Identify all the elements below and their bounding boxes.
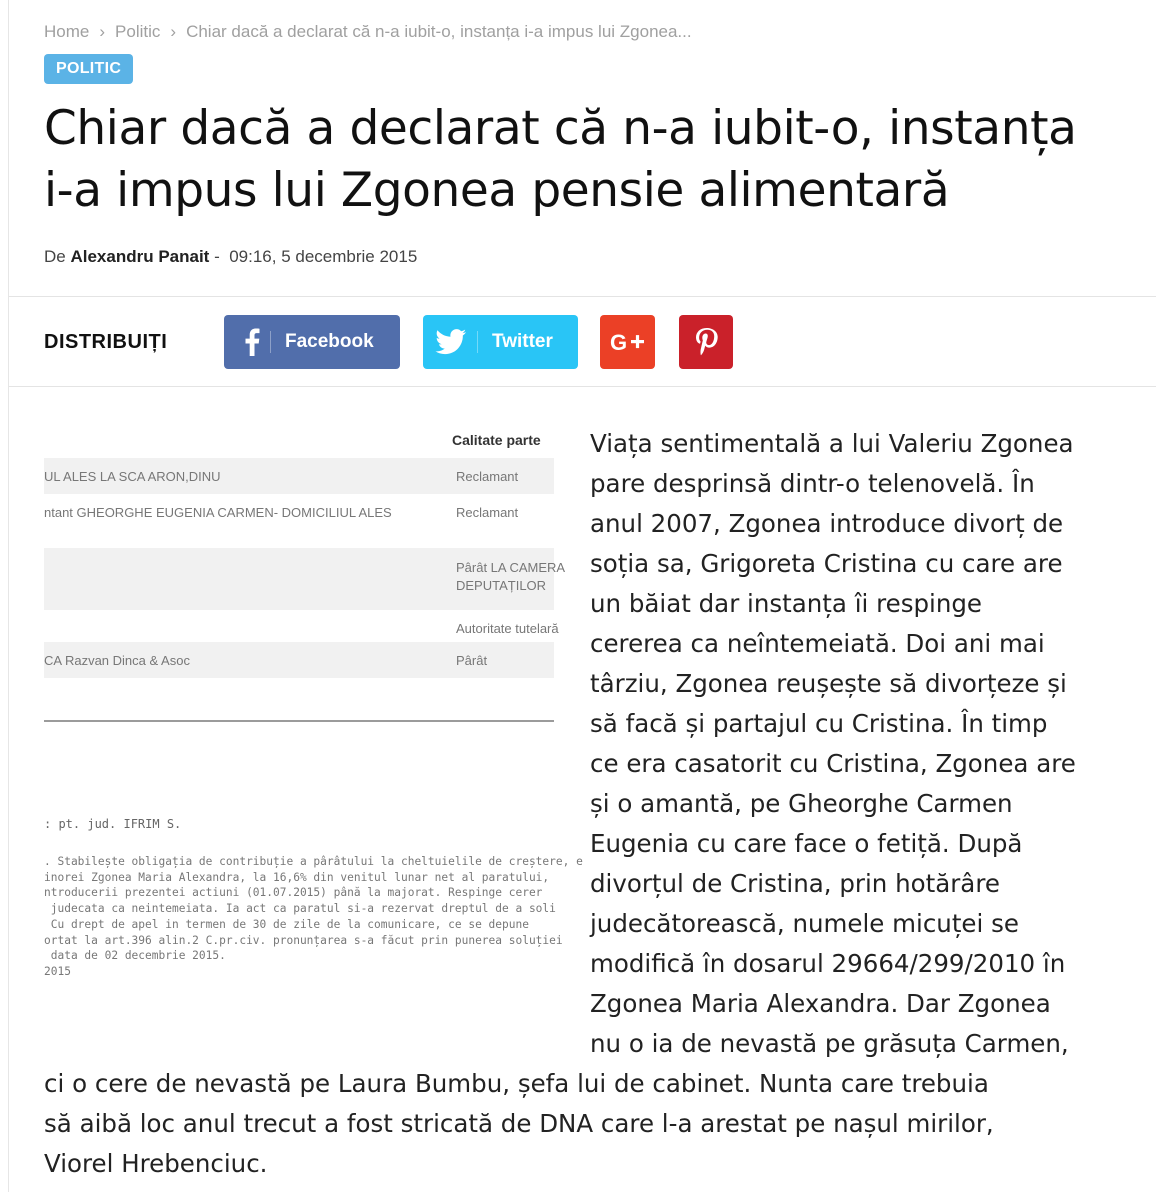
article-title-line-1: Chiar dacă a declarat că n-a iubit-o, instanța bbox=[44, 101, 1077, 156]
body-line: divorțul de Cristina, prin hotărâre bbox=[590, 869, 1000, 898]
body-line: soția sa, Grigoreta Cristina cu care are bbox=[590, 549, 1063, 578]
article-title bbox=[44, 98, 1134, 222]
body-line: judecătorească, numele micuței se bbox=[590, 909, 1019, 938]
doc-role: Autoritate tutelară bbox=[456, 621, 559, 636]
byline bbox=[44, 247, 417, 267]
breadcrumb bbox=[44, 22, 692, 42]
doc-paragraph bbox=[44, 854, 583, 980]
body-line: ce era casatorit cu Cristina, Zgonea are bbox=[590, 749, 1076, 778]
breadcrumb-category[interactable]: Politic bbox=[115, 22, 161, 41]
doc-role: Reclamant bbox=[456, 505, 519, 520]
doc-row bbox=[44, 548, 566, 610]
byline-prefix: De bbox=[44, 247, 66, 266]
body-line: modifică în dosarul 29664/299/2010 în bbox=[590, 949, 1066, 978]
body-line: cererea ca neîntemeiată. Doi ani mai bbox=[590, 629, 1045, 658]
body-line: ci o cere de nevastă pe Laura Bumbu, șefa lui de cabinet. Nunta care trebuia bbox=[44, 1069, 989, 1098]
button-divider bbox=[477, 331, 478, 353]
body-line: Zgonea Maria Alexandra. Dar Zgonea bbox=[590, 989, 1051, 1018]
doc-paragraph-line: inorei Zgonea Maria Alexandra, la 16,6% din venitul lunar net al paratului, bbox=[44, 870, 550, 884]
breadcrumb-separator: › bbox=[170, 22, 177, 41]
twitter-share-button[interactable] bbox=[423, 315, 578, 369]
divider bbox=[9, 296, 1156, 297]
body-line: și o amantă, pe Gheorghe Carmen bbox=[590, 789, 1013, 818]
body-line: să aibă loc anul trecut a fost stricată de DNA care l-a arestat pe nașul mirilor, bbox=[44, 1109, 994, 1138]
category-badge[interactable]: POLITIC bbox=[44, 54, 133, 84]
svg-text:G: G bbox=[609, 330, 627, 355]
article-title-line-2: i-a impus lui Zgonea pensie alimentară bbox=[44, 163, 950, 218]
facebook-share-button[interactable] bbox=[224, 315, 400, 369]
button-divider bbox=[270, 331, 271, 353]
body-line: anul 2007, Zgonea introduce divorț de bbox=[590, 509, 1064, 538]
doc-rule bbox=[44, 720, 554, 722]
facebook-icon bbox=[244, 328, 260, 356]
breadcrumb-separator: › bbox=[99, 22, 106, 41]
body-line: Viorel Hrebenciuc. bbox=[44, 1149, 268, 1178]
share-label: DISTRIBUIȚI bbox=[44, 331, 168, 353]
body-line: Viața sentimentală a lui Valeriu Zgonea bbox=[590, 429, 1074, 458]
twitter-share-label: Twitter bbox=[492, 331, 553, 352]
byline-separator: - bbox=[214, 247, 220, 266]
author-link[interactable]: Alexandru Panait bbox=[70, 247, 210, 266]
divider bbox=[9, 386, 1156, 387]
twitter-icon bbox=[435, 329, 467, 355]
google-plus-share-button[interactable] bbox=[600, 315, 655, 369]
doc-party: ntant GHEORGHE EUGENIA CARMEN- DOMICILIUL ALES bbox=[44, 505, 392, 520]
pinterest-icon bbox=[694, 327, 718, 357]
article-body-wrapped bbox=[590, 424, 1142, 1064]
publish-date: 09:16, 5 decembrie 2015 bbox=[229, 247, 418, 266]
doc-paragraph-line: judecata ca neintemeiata. Ia act ca paratul si-a rezervat dreptul de a soli bbox=[44, 902, 556, 916]
body-line: nu o ia de nevastă pe grăsuța Carmen, bbox=[590, 1029, 1069, 1058]
body-line: un băiat dar instanța îi respinge bbox=[590, 589, 982, 618]
doc-role: Pârât bbox=[456, 653, 488, 668]
doc-signature-line: : pt. jud. IFRIM S. bbox=[44, 817, 182, 831]
body-line: pare desprinsă dintr-o telenovelă. În bbox=[590, 469, 1035, 498]
google-plus-icon bbox=[610, 331, 646, 353]
doc-column-header: Calitate parte bbox=[452, 432, 541, 448]
facebook-share-label: Facebook bbox=[285, 331, 374, 352]
doc-party: UL ALES LA SCA ARON,DINU bbox=[44, 469, 221, 484]
doc-row bbox=[44, 494, 554, 530]
doc-paragraph-line: data de 02 decembrie 2015. bbox=[44, 949, 226, 963]
doc-paragraph-line: ntroducerii prezentei actiuni (01.07.2015) până la majorat. Respinge cerer bbox=[44, 886, 543, 900]
article-body-full bbox=[44, 1064, 1134, 1184]
doc-paragraph-line: . Stabilește obligația de contribuție a pârâtului la cheltuielile de creștere, e bbox=[44, 855, 583, 868]
body-line: să facă și partajul cu Cristina. În timp bbox=[590, 709, 1048, 738]
pinterest-share-button[interactable] bbox=[679, 315, 733, 369]
doc-paragraph-line: ortat la art.396 alin.2 C.pr.civ. pronunțarea s-a făcut prin punerea soluției bbox=[44, 933, 563, 947]
court-document-image bbox=[44, 414, 583, 1028]
doc-role-continued: DEPUTAȚILOR bbox=[456, 578, 547, 593]
doc-row bbox=[44, 642, 554, 678]
doc-row bbox=[44, 458, 554, 494]
doc-paragraph-line: 2015 bbox=[44, 964, 71, 978]
breadcrumb-current: Chiar dacă a declarat că n-a iubit-o, instanța i-a impus lui Zgonea... bbox=[186, 22, 692, 41]
doc-row bbox=[44, 610, 559, 646]
doc-role: Reclamant bbox=[456, 469, 519, 484]
doc-role: Pârât LA CAMERA bbox=[456, 560, 566, 575]
breadcrumb-home[interactable]: Home bbox=[44, 22, 90, 41]
doc-paragraph-line: Cu drept de apel in termen de 30 de zile de la comunicare, ce se depune bbox=[44, 917, 529, 931]
body-line: târziu, Zgonea reușește să divorțeze și bbox=[590, 669, 1067, 698]
page-left-border bbox=[8, 0, 9, 1192]
doc-party: CA Razvan Dinca & Asoc bbox=[44, 653, 190, 668]
body-line: Eugenia cu care face o fetiță. După bbox=[590, 829, 1023, 858]
